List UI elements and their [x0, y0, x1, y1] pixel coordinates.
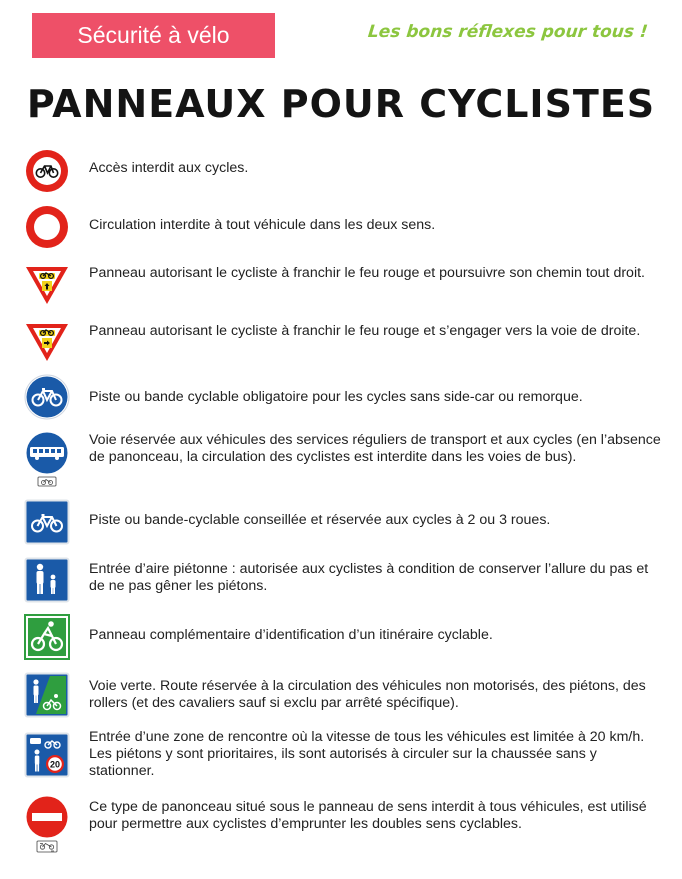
- sign-description: Voie verte. Route réservée à la circulation des véhicules non motorisés, des piétons, des rollers (et des cavaliers sauf si exclu par arrêté spécifique).: [89, 678, 646, 711]
- meeting-zone-20-sign-icon: [24, 732, 70, 778]
- speed-limit-number: 20: [49, 759, 61, 770]
- mandatory-cycle-path-sign-icon: [24, 374, 70, 420]
- cyclist-straight-red-light-sign-icon: [24, 264, 70, 306]
- bus-and-cycle-lane-sign-icon: [24, 432, 70, 488]
- no-vehicles-sign-icon: [24, 204, 70, 250]
- cyclist-right-red-light-sign-icon: [24, 321, 70, 363]
- sign-description: Entrée d’une zone de rencontre où la vitesse de tous les véhicules est limitée à 20 km/h. Les piétons y sont prioritaires, ils sont autorisés à circuler sur la chaussée sans y stationner.: [89, 729, 645, 779]
- sign-description: Panneau autorisant le cycliste à franchir le feu rouge et poursuivre son chemin tout droit.: [89, 265, 645, 281]
- section-badge: Sécurité à vélo: [32, 13, 275, 58]
- greenway-sign-icon: [24, 672, 70, 718]
- sign-description: Accès interdit aux cycles.: [89, 160, 249, 176]
- sign-description: Piste ou bande-cyclable conseillée et réservée aux cycles à 2 ou 3 roues.: [89, 512, 551, 528]
- sign-description: Panneau complémentaire d’identification d’un itinéraire cyclable.: [89, 627, 493, 643]
- recommended-cycle-path-sign-icon: [24, 499, 70, 545]
- sign-description: Voie réservée aux véhicules des services réguliers de transport et aux cycles (en l’absence de panonceau, la circulation des cyclistes est interdite dans les voies de bus).: [89, 432, 661, 465]
- cycle-route-sign-icon: [24, 614, 70, 660]
- page-title: PANNEAUX POUR CYCLISTES: [26, 82, 656, 126]
- sign-description: Ce type de panonceau situé sous le panneau de sens interdit à tous véhicules, est utilisé pour permettre aux cyclistes d’emprunter les doubles sens cyclables.: [89, 799, 647, 832]
- no-bicycles-sign-icon: [24, 148, 70, 194]
- tagline: Les bons réflexes pour tous !: [367, 22, 650, 42]
- sign-description: Piste ou bande cyclable obligatoire pour les cycles sans side-car ou remorque.: [89, 389, 583, 405]
- sign-description: Panneau autorisant le cycliste à franchir le feu rouge et s’engager vers la voie de droite.: [89, 323, 641, 339]
- pedestrian-zone-sign-icon: [24, 557, 70, 603]
- no-entry-except-cycles-sign-icon: [24, 796, 70, 856]
- sign-description: Entrée d’aire piétonne : autorisée aux cyclistes à condition de conserver l’allure du pas et de ne pas gêner les piétons.: [89, 561, 649, 594]
- sign-description: Circulation interdite à tout véhicule dans les deux sens.: [89, 217, 436, 233]
